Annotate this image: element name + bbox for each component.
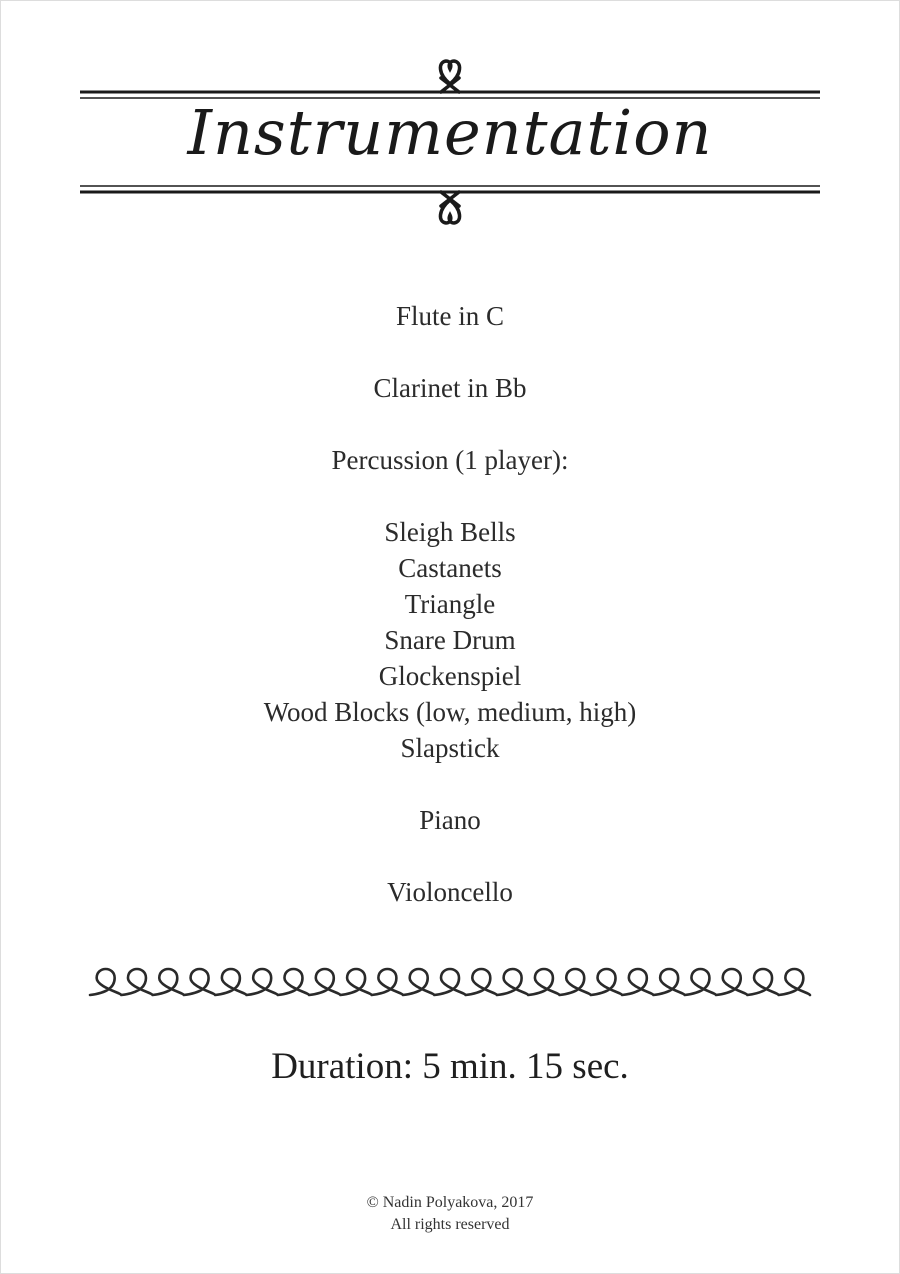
percussion-item: Castanets <box>398 553 502 583</box>
percussion-item: Glockenspiel <box>378 661 522 691</box>
copyright-text: © Nadin Polyakova, 2017 <box>366 1194 534 1211</box>
rights-text: All rights reserved <box>390 1216 510 1233</box>
percussion-item: Sleigh Bells <box>384 517 516 547</box>
footer <box>0 1192 900 1236</box>
list-spacer <box>0 838 900 874</box>
list-spacer <box>0 406 900 442</box>
page-title: Instrumentation <box>187 96 713 169</box>
instrument-clarinet: Clarinet in Bb <box>373 373 527 403</box>
list-spacer <box>0 334 900 370</box>
percussion-item: Wood Blocks (low, medium, high) <box>263 697 637 727</box>
list-spacer <box>0 478 900 514</box>
percussion-heading: Percussion (1 player): <box>331 445 569 475</box>
instrument-piano: Piano <box>419 805 481 835</box>
instrument-cello: Violoncello <box>387 877 513 907</box>
percussion-item: Snare Drum <box>384 625 516 655</box>
duration-text: Duration: 5 min. 15 sec. <box>271 1046 629 1087</box>
percussion-item: Slapstick <box>400 733 500 763</box>
instrument-flute: Flute in C <box>395 301 504 331</box>
instrument-list <box>0 298 900 910</box>
list-spacer <box>0 766 900 802</box>
percussion-item: Triangle <box>404 589 496 619</box>
bottom-heart-knot-icon <box>440 192 459 223</box>
loop-divider-icon <box>80 955 820 1005</box>
